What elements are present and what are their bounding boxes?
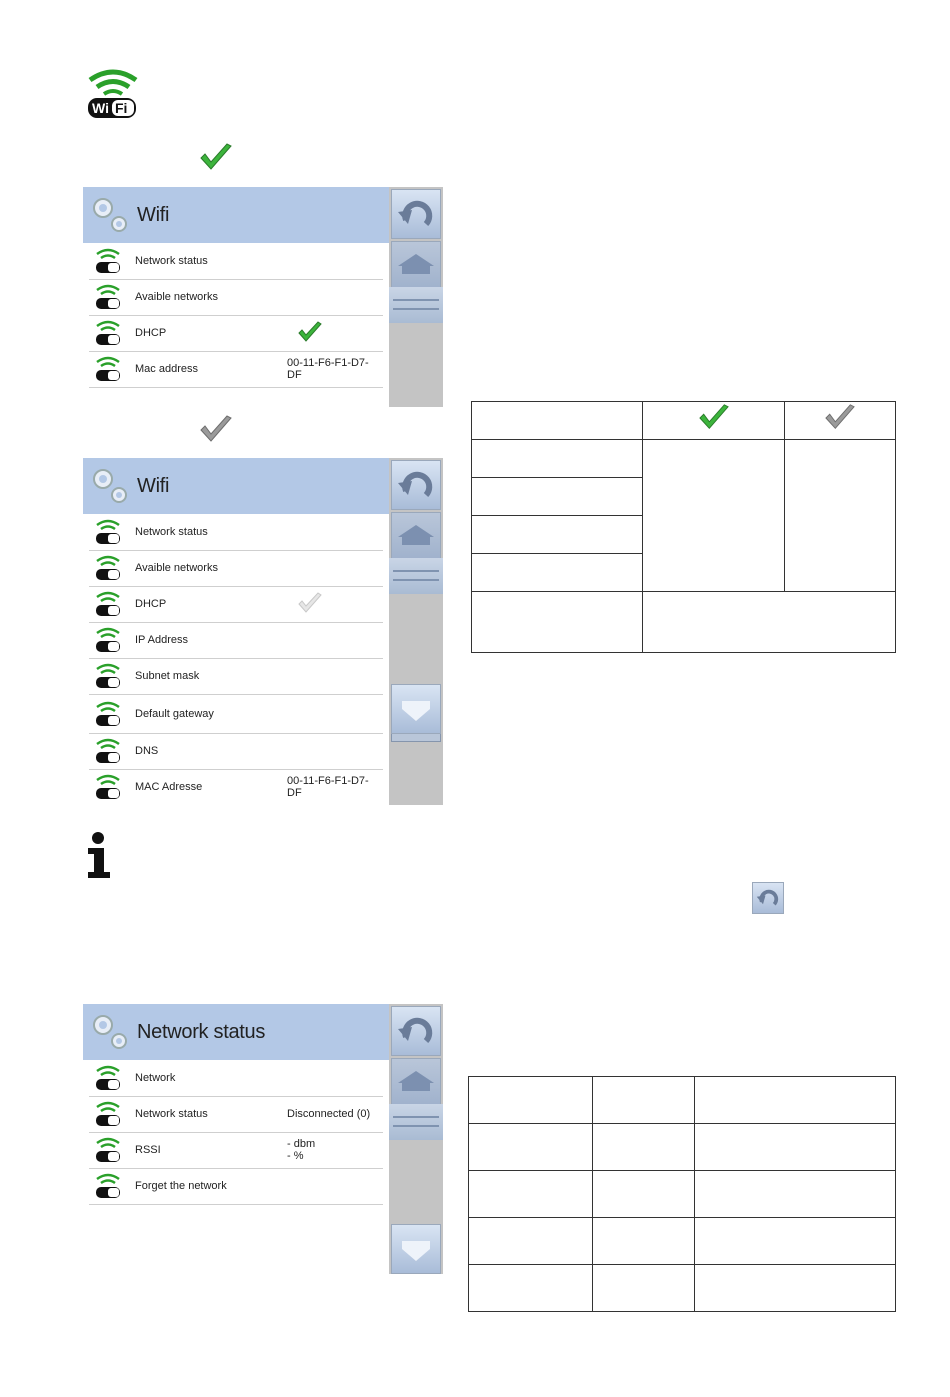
wifi-icon: [95, 590, 121, 618]
check-grey-icon: [198, 414, 234, 446]
wifi-icon: [95, 355, 121, 383]
back-button-inline[interactable]: [752, 882, 784, 914]
list-item[interactable]: [89, 733, 383, 770]
table-cell: [695, 1265, 896, 1312]
side-toolbar: [389, 458, 443, 805]
scrollbar-thumb[interactable]: [389, 287, 443, 323]
wifi-icon: [95, 1136, 121, 1164]
list-item[interactable]: [89, 1060, 383, 1097]
row-label: Avaible networks: [135, 291, 218, 303]
list-item[interactable]: [89, 622, 383, 659]
list-item[interactable]: [89, 1132, 383, 1169]
info-icon: [84, 830, 114, 880]
panel-title: Network status: [137, 1020, 266, 1043]
row-label: DNS: [135, 745, 159, 757]
network-status-panel: [83, 1004, 443, 1274]
wifi-icon: [95, 283, 121, 311]
scrollbar-thumb[interactable]: [389, 558, 443, 594]
table-cell: [695, 1171, 896, 1218]
list-item[interactable]: [89, 514, 383, 551]
table-header-cell: [643, 402, 785, 440]
svg-text:Fi: Fi: [115, 100, 128, 116]
table-cell: [785, 440, 896, 592]
wifi-icon: [95, 518, 121, 546]
check-green-icon: [198, 142, 234, 174]
table-header-cell: [785, 402, 896, 440]
arrow-down-icon: [392, 685, 440, 733]
check-grey-icon: [297, 592, 323, 616]
table-cell: [469, 1218, 593, 1265]
table-cell: [472, 516, 643, 554]
table-cell: [593, 1077, 695, 1124]
row-label: Network status: [135, 255, 208, 267]
list-item[interactable]: [89, 243, 383, 280]
table-cell: [593, 1124, 695, 1171]
list-item[interactable]: [89, 1168, 383, 1205]
row-value: 00-11-F6-F1-D7-DF: [287, 357, 369, 381]
table-cell: [695, 1124, 896, 1171]
side-toolbar: [389, 187, 443, 407]
wifi-icon: [95, 626, 121, 654]
row-label: Mac address: [135, 363, 198, 375]
row-label: RSSI: [135, 1144, 161, 1156]
table-cell: [469, 1171, 593, 1218]
row-label: MAC Adresse: [135, 781, 203, 793]
wifi-icon: [95, 247, 121, 275]
row-label: DHCP: [135, 598, 167, 610]
home-icon: [392, 242, 440, 290]
wifi-icon: [95, 662, 121, 690]
home-icon: [392, 513, 440, 561]
back-arrow-icon: [753, 883, 783, 913]
settings-gears-icon: [87, 192, 133, 238]
wifi-icon: [95, 319, 121, 347]
panel-title: Wifi: [137, 474, 170, 497]
wifi-icon: [95, 773, 121, 801]
table-cell: [593, 1218, 695, 1265]
row-label: Avaible networks: [135, 562, 218, 574]
table-cell: [472, 440, 643, 478]
row-label: IP Address: [135, 634, 188, 646]
back-button[interactable]: [391, 1006, 441, 1056]
table-cell: [593, 1265, 695, 1312]
table-cell: [472, 554, 643, 592]
svg-text:Wi: Wi: [92, 100, 109, 116]
panel-header: [83, 1004, 389, 1060]
home-button[interactable]: [391, 241, 441, 291]
check-green-icon: [297, 321, 323, 345]
row-value: 00-11-F6-F1-D7-DF: [287, 775, 369, 799]
home-button[interactable]: [391, 512, 441, 562]
panel-title: Wifi: [137, 203, 170, 226]
row-label: Network status: [135, 526, 208, 538]
table-cell: [695, 1218, 896, 1265]
back-arrow-icon: [392, 1007, 440, 1055]
side-toolbar: [389, 1004, 443, 1274]
settings-gears-icon: [87, 463, 133, 509]
table-cell: [469, 1077, 593, 1124]
back-arrow-icon: [392, 461, 440, 509]
scroll-down-button[interactable]: [391, 1224, 441, 1274]
wifi-logo-icon: [86, 66, 140, 120]
table-cell: [593, 1171, 695, 1218]
row-label: Network: [135, 1072, 176, 1084]
list-item[interactable]: [89, 279, 383, 316]
row-value: - dbm - %: [287, 1138, 316, 1162]
row-label: Subnet mask: [135, 670, 200, 682]
check-green-icon: [697, 403, 731, 433]
panel-header: [83, 187, 389, 243]
wifi-icon: [95, 1064, 121, 1092]
dhcp-options-table: [471, 401, 896, 653]
back-arrow-icon: [392, 190, 440, 238]
table-cell: [643, 592, 896, 653]
scrollbar-thumb[interactable]: [389, 1104, 443, 1140]
list-item[interactable]: [89, 1096, 383, 1133]
table-cell: [472, 592, 643, 653]
scroll-marker: [391, 734, 441, 742]
row-label: DHCP: [135, 327, 167, 339]
list-item[interactable]: [89, 658, 383, 695]
wifi-icon: [95, 737, 121, 765]
row-value: Disconnected (0): [287, 1108, 371, 1120]
wifi-icon: [95, 1172, 121, 1200]
home-button[interactable]: [391, 1058, 441, 1108]
list-item[interactable]: [89, 769, 383, 805]
wifi-icon: [95, 1100, 121, 1128]
wifi-icon: [95, 700, 121, 728]
row-label: Forget the network: [135, 1180, 227, 1192]
table-cell: [643, 440, 785, 592]
list-item[interactable]: [89, 694, 383, 734]
wifi-icon: [95, 554, 121, 582]
panel-header: [83, 458, 389, 514]
table-cell: [469, 1265, 593, 1312]
home-icon: [392, 1059, 440, 1107]
list-item[interactable]: [89, 351, 383, 388]
arrow-down-icon: [392, 1225, 440, 1273]
check-grey-icon: [823, 403, 857, 433]
row-label: Network status: [135, 1108, 208, 1120]
table-cell: [695, 1077, 896, 1124]
list-item[interactable]: [89, 586, 383, 623]
list-item[interactable]: [89, 550, 383, 587]
table-cell: [469, 1124, 593, 1171]
table-cell: [472, 402, 643, 440]
back-button[interactable]: [391, 189, 441, 239]
wifi-panel-dhcp-off: [83, 458, 443, 805]
back-button[interactable]: [391, 460, 441, 510]
scroll-down-button[interactable]: [391, 684, 441, 734]
table-cell: [472, 478, 643, 516]
list-item[interactable]: [89, 315, 383, 352]
network-status-table: [468, 1076, 896, 1312]
row-label: Default gateway: [135, 707, 214, 720]
settings-gears-icon: [87, 1009, 133, 1055]
wifi-panel-dhcp-on: [83, 187, 443, 407]
